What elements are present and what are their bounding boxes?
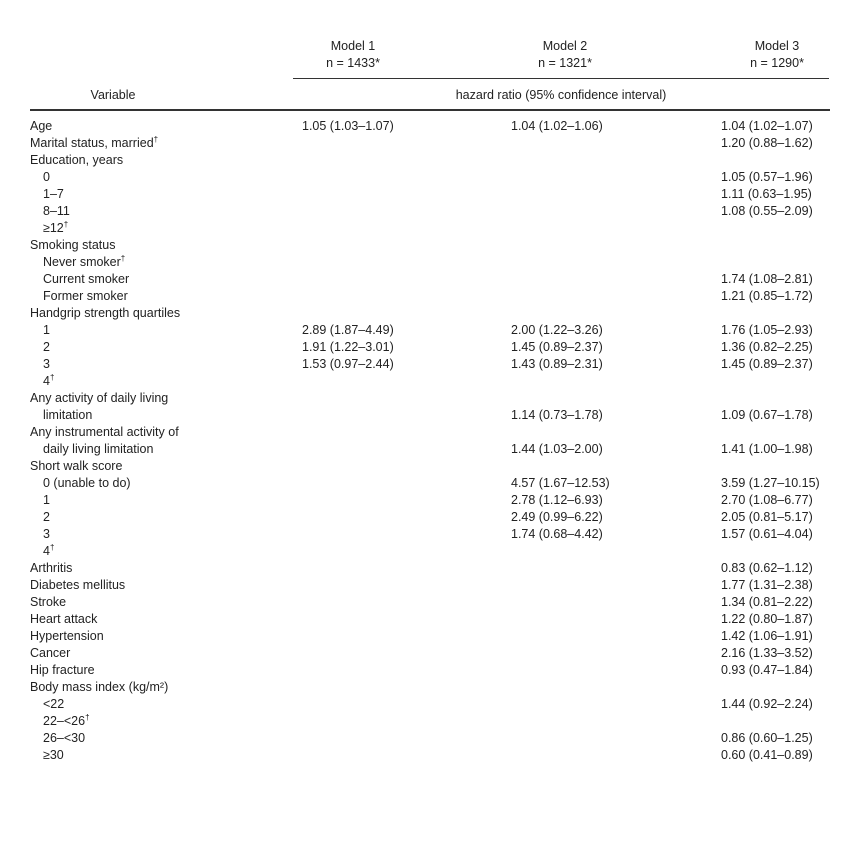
- model-3-cell: 1.44 (0.92–2.24): [721, 697, 813, 711]
- variable-cell: 3: [43, 357, 50, 371]
- table-row: [30, 696, 830, 713]
- table-row: [30, 679, 830, 696]
- table-row: [30, 237, 830, 254]
- model-3-cell: 0.83 (0.62–1.12): [721, 561, 813, 575]
- variable-cell: <22: [43, 697, 65, 711]
- table-row: [30, 407, 830, 424]
- variable-cell: Short walk score: [30, 459, 123, 473]
- model-3-cell: 1.11 (0.63–1.95): [721, 187, 812, 201]
- variable-cell: Stroke: [30, 595, 67, 609]
- table-row: [30, 271, 830, 288]
- variable-cell: Arthritis: [30, 561, 73, 575]
- model-2-cell: 2.78 (1.12–6.93): [511, 493, 603, 507]
- table-header-rule: [30, 109, 830, 111]
- table-row: [30, 713, 830, 730]
- variable-cell: 3: [43, 527, 50, 541]
- table-row: [30, 288, 830, 305]
- table-row: [30, 662, 830, 679]
- table-row: [30, 305, 830, 322]
- model-3-cell: 1.45 (0.89–2.37): [721, 357, 813, 371]
- variable-cell: 1–7: [43, 187, 64, 201]
- variable-cell: Age: [30, 119, 53, 133]
- variable-cell: Education, years: [30, 153, 124, 167]
- variable-cell: ≥12†: [43, 219, 69, 235]
- variable-cell: 22–<26†: [43, 712, 90, 728]
- variable-cell: Heart attack: [30, 612, 98, 626]
- table-row: [30, 220, 830, 237]
- model-3-cell: 3.59 (1.27–10.15): [721, 476, 820, 490]
- variable-cell: Marital status, married†: [30, 134, 159, 150]
- variable-cell: Cancer: [30, 646, 71, 660]
- measure-column-header: hazard ratio (95% confidence interval): [455, 88, 667, 102]
- model-3-cell: 0.60 (0.41–0.89): [721, 748, 813, 762]
- model-2-cell: 1.74 (0.68–4.42): [511, 527, 603, 541]
- table-row: [30, 186, 830, 203]
- model-3-cell: 1.74 (1.08–2.81): [721, 272, 813, 286]
- table-row: [30, 390, 830, 407]
- table-row: [30, 526, 830, 543]
- variable-cell: limitation: [43, 408, 93, 422]
- variable-cell: Hip fracture: [30, 663, 95, 677]
- table-row: [30, 492, 830, 509]
- model-name: Model 3: [754, 39, 800, 53]
- model-name: Model 1: [330, 39, 376, 53]
- model-n: n = 1321*: [538, 56, 592, 70]
- model-3-cell: 1.41 (1.00–1.98): [721, 442, 813, 456]
- model-n: n = 1433*: [326, 56, 380, 70]
- variable-cell: Any activity of daily living: [30, 391, 169, 405]
- variable-cell: Never smoker†: [43, 253, 126, 269]
- table-row: [30, 322, 830, 339]
- table-row: [30, 356, 830, 373]
- table-row: [30, 135, 830, 152]
- variable-cell: Diabetes mellitus: [30, 578, 126, 592]
- table-row: [30, 169, 830, 186]
- variable-cell: 4†: [43, 542, 55, 558]
- variable-cell: 8–11: [43, 204, 70, 218]
- table-row: [30, 645, 830, 662]
- model-3-cell: 1.05 (0.57–1.96): [721, 170, 813, 184]
- model-3-cell: 1.77 (1.31–2.38): [721, 578, 813, 592]
- table-row: [30, 339, 830, 356]
- model-3-cell: 0.93 (0.47–1.84): [721, 663, 813, 677]
- table-row: [30, 543, 830, 560]
- table-body: [30, 118, 830, 764]
- table-row: [30, 475, 830, 492]
- variable-cell: 2: [43, 510, 50, 524]
- table-row: [30, 458, 830, 475]
- variable-cell: 1: [43, 323, 50, 337]
- model-3-cell: 0.86 (0.60–1.25): [721, 731, 813, 745]
- model-3-cell: 2.16 (1.33–3.52): [721, 646, 813, 660]
- variable-cell: 0: [43, 170, 50, 184]
- header-divider: [293, 78, 829, 79]
- model-2-header: [505, 38, 625, 72]
- table-row: [30, 628, 830, 645]
- model-1-cell: 1.53 (0.97–2.44): [302, 357, 394, 371]
- model-name: Model 2: [542, 39, 588, 53]
- variable-cell: 0 (unable to do): [43, 476, 131, 490]
- variable-cell: 2: [43, 340, 50, 354]
- table-row: [30, 254, 830, 271]
- table-row: [30, 730, 830, 747]
- model-3-cell: 2.05 (0.81–5.17): [721, 510, 813, 524]
- model-3-cell: 2.70 (1.08–6.77): [721, 493, 813, 507]
- model-3-cell: 1.42 (1.06–1.91): [721, 629, 813, 643]
- model-2-cell: 1.14 (0.73–1.78): [511, 408, 603, 422]
- model-3-header: [717, 38, 837, 72]
- model-2-cell: 1.04 (1.02–1.06): [511, 119, 603, 133]
- table-row: [30, 373, 830, 390]
- model-3-cell: 1.34 (0.81–2.22): [721, 595, 813, 609]
- table-row: [30, 152, 830, 169]
- table-row: [30, 747, 830, 764]
- variable-cell: Former smoker: [43, 289, 128, 303]
- model-3-cell: 1.04 (1.02–1.07): [721, 119, 813, 133]
- model-2-cell: 2.00 (1.22–3.26): [511, 323, 603, 337]
- model-3-cell: 1.09 (0.67–1.78): [721, 408, 813, 422]
- model-2-cell: 1.45 (0.89–2.37): [511, 340, 603, 354]
- table-row: [30, 577, 830, 594]
- variable-cell: Any instrumental activity of: [30, 425, 179, 439]
- model-n: n = 1290*: [750, 56, 804, 70]
- model-1-cell: 2.89 (1.87–4.49): [302, 323, 394, 337]
- model-3-cell: 1.57 (0.61–4.04): [721, 527, 813, 541]
- table-row: [30, 509, 830, 526]
- variable-cell: Smoking status: [30, 238, 116, 252]
- variable-cell: daily living limitation: [43, 442, 154, 456]
- model-3-cell: 1.20 (0.88–1.62): [721, 136, 813, 150]
- variable-cell: 26–<30: [43, 731, 86, 745]
- table-row: [30, 118, 830, 135]
- variable-cell: Hypertension: [30, 629, 104, 643]
- variable-cell: Current smoker: [43, 272, 130, 286]
- model-1-cell: 1.05 (1.03–1.07): [302, 119, 394, 133]
- model-3-cell: 1.76 (1.05–2.93): [721, 323, 813, 337]
- model-3-cell: 1.36 (0.82–2.25): [721, 340, 813, 354]
- model-2-cell: 2.49 (0.99–6.22): [511, 510, 603, 524]
- variable-cell: 1: [43, 493, 50, 507]
- variable-cell: Body mass index (kg/m²): [30, 680, 169, 694]
- table-row: [30, 560, 830, 577]
- table-row: [30, 424, 830, 441]
- model-3-cell: 1.22 (0.80–1.87): [721, 612, 813, 626]
- variable-column-header: Variable: [90, 88, 136, 102]
- model-2-cell: 1.44 (1.03–2.00): [511, 442, 603, 456]
- model-3-cell: 1.21 (0.85–1.72): [721, 289, 813, 303]
- model-1-cell: 1.91 (1.22–3.01): [302, 340, 394, 354]
- model-2-cell: 1.43 (0.89–2.31): [511, 357, 603, 371]
- variable-cell: Handgrip strength quartiles: [30, 306, 181, 320]
- table-row: [30, 203, 830, 220]
- model-2-cell: 4.57 (1.67–12.53): [511, 476, 610, 490]
- table-row: [30, 611, 830, 628]
- table-row: [30, 441, 830, 458]
- model-1-header: [293, 38, 413, 72]
- table-row: [30, 594, 830, 611]
- variable-cell: ≥30: [43, 748, 64, 762]
- variable-cell: 4†: [43, 372, 55, 388]
- model-3-cell: 1.08 (0.55–2.09): [721, 204, 813, 218]
